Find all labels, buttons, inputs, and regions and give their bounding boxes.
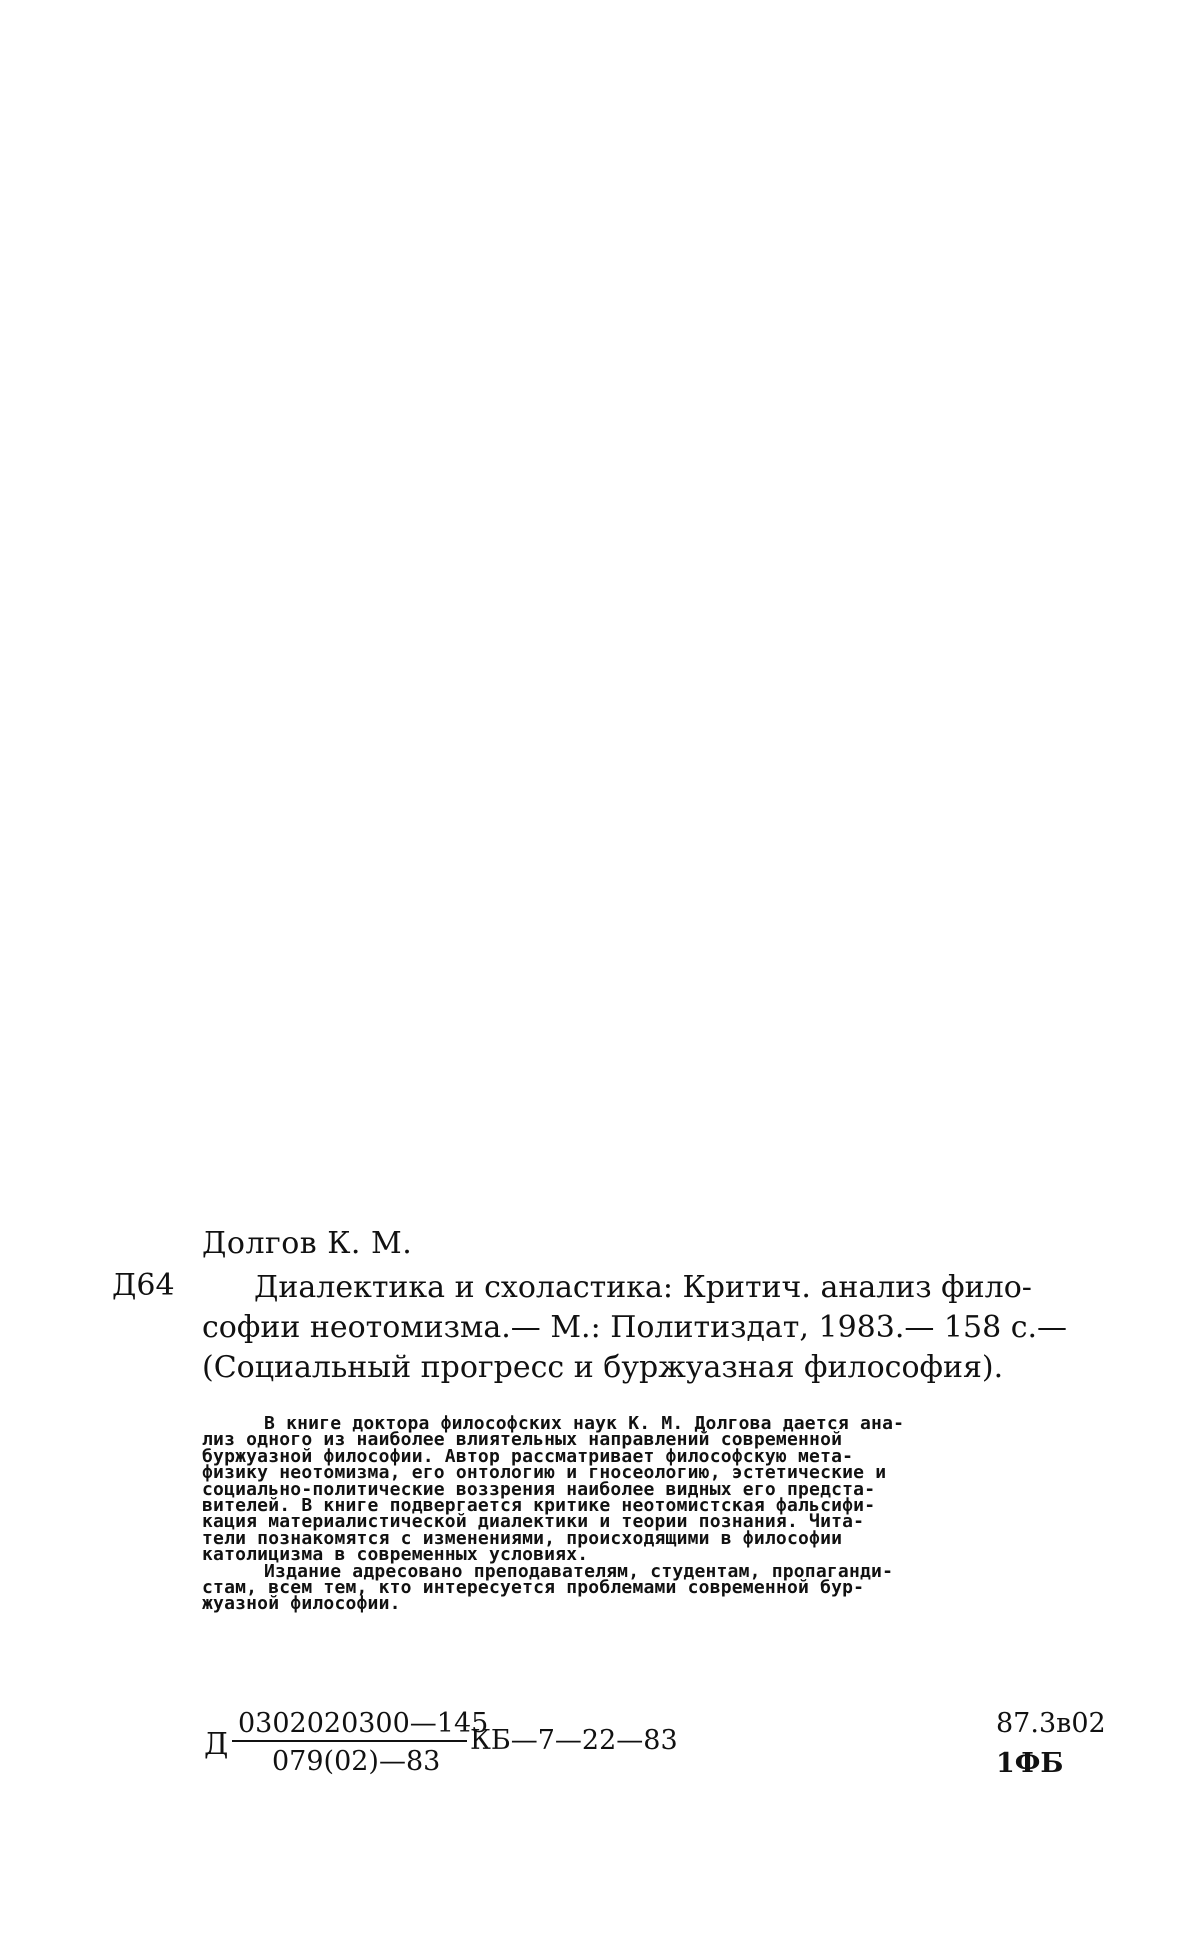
bbk-code: 87.3в02 [996, 1708, 1106, 1739]
annotation-line: лиз одного из наиболее влиятельных направлений современной [202, 1429, 843, 1451]
annotation-line: Издание адресовано преподавателям, студентам, пропаганди- [264, 1560, 894, 1582]
title-line: (Социальный прогресс и буржуазная философия). [202, 1350, 1004, 1385]
annotation-text [202, 1413, 1102, 1615]
annotation-line: тели познакомятся с изменениями, происходящими в философии [202, 1527, 843, 1549]
annotation-line: социально-политические воззрения наиболее видных его предста- [202, 1478, 876, 1500]
author-name: Долгов К. М. [202, 1226, 413, 1261]
shelf-code: Д64 [112, 1268, 175, 1303]
fraction-bar [232, 1740, 467, 1742]
title-line: софии неотомизма.— М.: Политиздат, 1983.— 158 с.— [202, 1310, 1068, 1345]
title-description [202, 1268, 1102, 1388]
bib-code-fraction [232, 1708, 489, 1777]
bib-code-numerator: 0302020300—145 [238, 1708, 489, 1739]
annotation-line: жуазной философии. [202, 1593, 401, 1615]
subject-code: 1ФБ [996, 1748, 1064, 1779]
bib-code-denominator: 079(02)—83 [272, 1746, 441, 1777]
bib-code-letter: Д [204, 1727, 229, 1762]
annotation-line: физику неотомизма, его онтологию и гносеологию, эстетические и [202, 1462, 887, 1484]
annotation-line: буржуазной философии. Автор рассматривает философскую мета- [202, 1445, 854, 1467]
annotation-line: стам, всем тем, кто интересуется проблемами современной бур- [202, 1576, 865, 1598]
annotation-line: вителей. В книге подвергается критике неотомистская фальсифи- [202, 1494, 876, 1516]
kb-code: КБ—7—22—83 [470, 1725, 678, 1756]
annotation-line: В книге доктора философских наук К. М. Долгова дается ана- [264, 1413, 905, 1434]
title-line: Диалектика и схоластика: Критич. анализ фило- [254, 1270, 1032, 1305]
annotation-line: кация материалистической диалектики и теории познания. Чита- [202, 1511, 865, 1533]
annotation-line: католицизма в современных условиях. [202, 1544, 589, 1566]
